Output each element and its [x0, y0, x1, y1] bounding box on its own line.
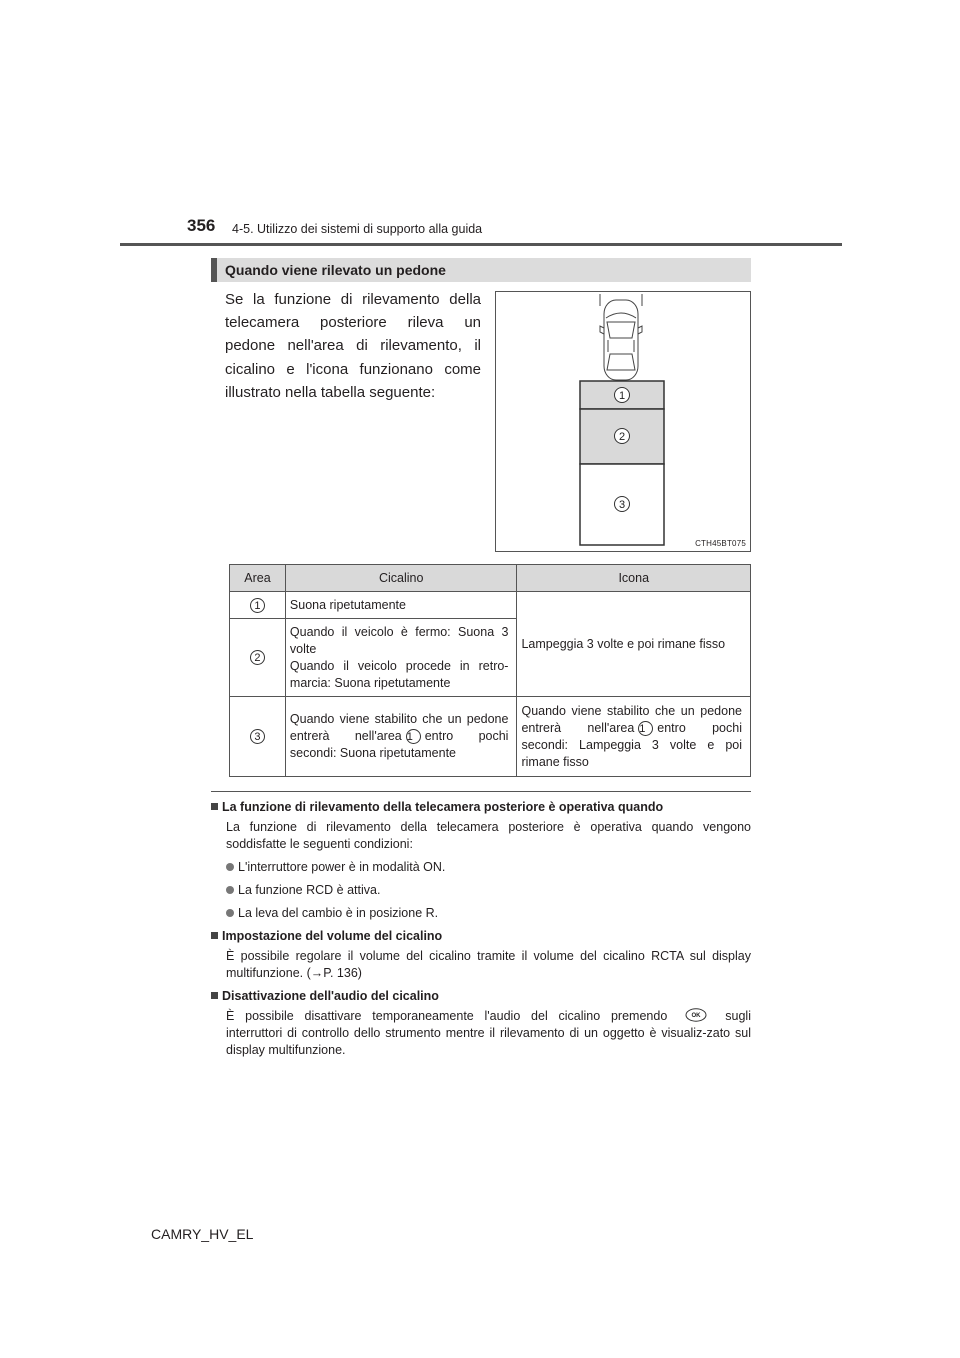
square-bullet-icon — [211, 803, 218, 810]
icona-cell — [517, 697, 751, 777]
area-ref: 1 — [406, 729, 421, 744]
diagram-code: CTH45BT075 — [695, 539, 746, 548]
zone-3-label: 3 — [618, 499, 626, 511]
note-heading-text: La funzione di rilevamento della telecamera posteriore è operativa quando — [222, 800, 664, 814]
header-rule — [120, 243, 842, 246]
notes-section — [211, 799, 751, 1059]
bullet-dot-icon — [226, 909, 234, 917]
icona-text: entro pochi secondi: Lampeggia 3 volte e poi rimane fisso — [521, 720, 742, 769]
footer-model: CAMRY_HV_EL — [151, 1226, 254, 1242]
intro-paragraph: Se la funzione di rilevamento della telecamera posteriore rileva un pedone nell'area di rilevamento, il cicalino e l'icona funzionano come illustrato nella tabella seguente: — [225, 291, 481, 401]
square-bullet-icon — [211, 992, 218, 999]
cicalino-cell: Suona ripetutamente — [285, 592, 517, 619]
note-body — [211, 1008, 751, 1059]
cicalino-cell — [285, 697, 517, 777]
area-number: 2 — [250, 650, 265, 665]
bullet-dot-icon — [226, 886, 234, 894]
note-heading — [211, 799, 751, 816]
zone-2-label: 2 — [618, 431, 626, 443]
header-cicalino: Cicalino — [285, 565, 517, 592]
diagram-drawing — [496, 292, 752, 553]
note-heading-text: Impostazione del volume del cicalino — [222, 929, 443, 943]
zone-1-label: 1 — [618, 390, 626, 402]
note-heading — [211, 928, 751, 945]
note-body-text: sugli interruttori di controllo dello strumento mentre il rilevamento di un oggetto è visualiz-zato sul display multifunzione. — [226, 1009, 751, 1057]
list-item — [211, 882, 751, 899]
header-area: Area — [230, 565, 286, 592]
area-number: 3 — [250, 729, 265, 744]
car-icon — [600, 294, 642, 380]
detection-area-diagram — [495, 291, 751, 552]
page-number: 356 — [187, 216, 216, 235]
table-row — [230, 697, 751, 777]
note-body-text: È possibile disattivare temporaneamente l'audio del cicalino premendo — [226, 1009, 668, 1023]
area-cell — [230, 592, 286, 619]
list-item — [211, 859, 751, 876]
list-item-text: La leva del cambio è in posizione R. — [238, 906, 439, 920]
section-heading-text: Quando viene rilevato un pedone — [225, 262, 446, 278]
cicalino-line: Quando il veicolo è fermo: Suona 3 volte — [289, 624, 509, 656]
cicalino-line: Quando il veicolo procede in retro-marcia: Suona ripetutamente — [289, 658, 509, 690]
ok-button-label: OK — [691, 1013, 701, 1020]
square-bullet-icon — [211, 932, 218, 939]
bullet-dot-icon — [226, 863, 234, 871]
icona-text: Quando viene stabilito che un pedone entrerà nell'area — [521, 703, 742, 735]
icona-cell: Lampeggia 3 volte e poi rimane fisso — [517, 592, 751, 697]
ok-button-icon — [685, 1008, 707, 1022]
list-item — [211, 905, 751, 922]
section-heading-bar — [211, 258, 217, 282]
chapter-title: 4-5. Utilizzo dei sistemi di supporto alla guida — [232, 222, 483, 236]
area-table — [229, 564, 751, 777]
note-heading — [211, 988, 751, 1005]
note-heading-text: Disattivazione dell'audio del cicalino — [222, 989, 439, 1003]
cicalino-text: entro pochi secondi: Suona ripetutamente — [289, 729, 509, 760]
note-body: La funzione di rilevamento della telecamera posteriore è operativa quando vengono soddisfatte le seguenti condizioni: — [226, 820, 751, 851]
table-header-row — [230, 565, 751, 592]
area-number: 1 — [250, 598, 265, 613]
notes-rule — [211, 791, 751, 792]
list-item-text: L'interruttore power è in modalità ON. — [238, 860, 446, 874]
cicalino-text: Quando viene stabilito che un pedone entrerà nell'area — [289, 712, 509, 743]
section-heading — [211, 258, 751, 282]
note-body: È possibile regolare il volume del cicalino tramite il volume del cicalino RCTA sul display multifunzione. (→P. 136) — [226, 949, 751, 980]
area-cell — [230, 697, 286, 777]
table-row — [230, 592, 751, 619]
area-cell — [230, 619, 286, 697]
header-icona: Icona — [517, 565, 751, 592]
list-item-text: La funzione RCD è attiva. — [238, 883, 381, 897]
area-ref: 1 — [638, 721, 653, 736]
cicalino-cell — [285, 619, 517, 697]
